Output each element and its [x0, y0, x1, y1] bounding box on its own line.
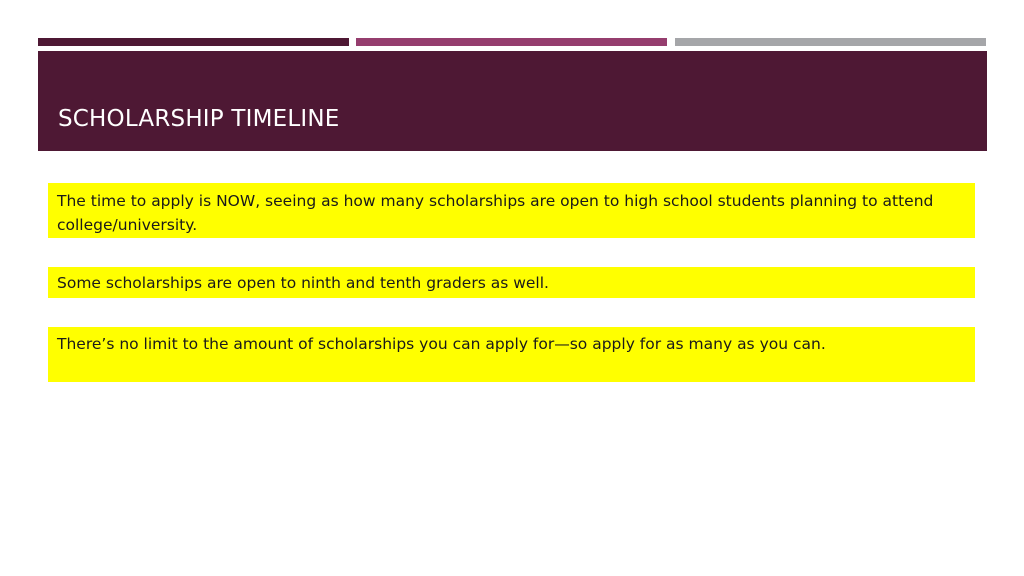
- accent-bar-magenta: [356, 38, 667, 46]
- accent-bar-plum: [38, 38, 349, 46]
- bullet-ninth-tenth-graders: Some scholarships are open to ninth and tenth graders as well.: [48, 267, 975, 298]
- bullet-apply-now: The time to apply is NOW, seeing as how many scholarships are open to high school students planning to attend college/university.: [48, 183, 975, 238]
- slide-title: SCHOLARSHIP TIMELINE: [58, 106, 340, 132]
- accent-bar-gray: [675, 38, 986, 46]
- bullet-no-limit: There’s no limit to the amount of scholarships you can apply for—so apply for as many as you can.: [48, 327, 975, 382]
- title-band: [38, 51, 987, 151]
